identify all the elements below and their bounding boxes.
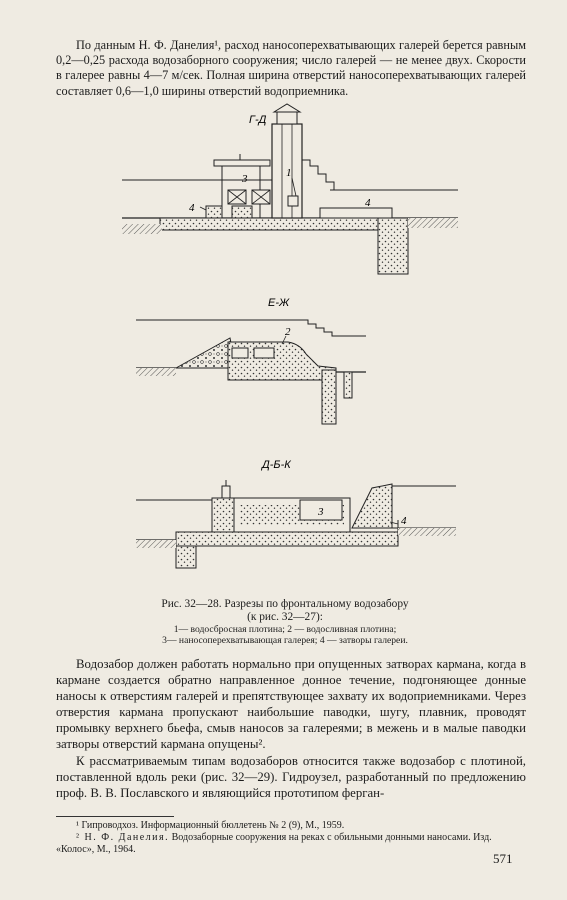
callout-3-dbk: 3 [318, 506, 324, 518]
section-gd-drawing [122, 104, 458, 274]
section-dbk-drawing [136, 480, 456, 568]
footnote-1: ¹ Гипроводхоз. Информационный бюллетень № 2 (9), М., 1959. [76, 820, 345, 831]
callout-4-dbk: 4 [401, 515, 407, 527]
paragraph-body [56, 657, 526, 802]
footnote-divider [56, 816, 174, 817]
callout-4-gd-left: 4 [189, 202, 195, 214]
section-dbk-label: Д-Б-К [262, 459, 291, 471]
callout-3-gd: 3 [242, 173, 248, 185]
footnote-2-text: Водозаборные сооружения на реках с обильными донными наносами. Изд. «Колос», М., 1964. [56, 832, 492, 855]
paragraph-text: Водозабор должен работать нормально при опущенных затворах кармана, когда в кармане создается обратно направленное донное течение, подгоняющее донные наносы к отверстиям галерей и препятствующее захвату их водоприемниками. Через отверстия кармана пропускают наибольшие паводки, шугу, плавник, проводят промывку верхнего бьефа, смыв наносов за галереями; в межень и в малые паводки затворы отверстий кармана опущены². [56, 657, 526, 751]
caption-legend-line-1: 1— водосбросная плотина; 2 — водосливная плотина; [173, 623, 397, 635]
section-ezh-label: Е-Ж [268, 297, 290, 309]
callout-4-gd-right: 4 [365, 197, 371, 209]
footnotes [56, 820, 526, 856]
footnote-2 [56, 832, 526, 856]
callout-2-ezh: 2 [285, 326, 291, 338]
caption-legend-line-2: 3— наносоперехватывающая галерея; 4 — затворы галереи. [162, 634, 408, 646]
caption-title: Рис. 32—28. Разрезы по фронтальному водозабору [161, 598, 409, 610]
section-gd-label: Г-Д [249, 114, 267, 126]
page-number: 571 [493, 851, 513, 866]
footnote-2-author: ² Н. Ф. Данелия. [76, 832, 170, 843]
paragraph-text: К рассматриваемым типам водозаборов относится также водозабор с плотиной, поставленной вдоль реки (рис. 32—29). Гидроузел, разработанный по предложению проф. В. В. Пославского и являющийся прототипом ферган- [56, 754, 526, 801]
section-ezh-drawing [136, 320, 366, 424]
figure-caption [100, 598, 470, 646]
callout-1-gd: 1 [286, 167, 292, 179]
caption-subtitle: (к рис. 32—27): [247, 610, 323, 623]
paragraph-text: По данным Н. Ф. Данелия¹, расход наносоперехватывающих галерей берется равным 0,2—0,25 расхода водозаборного сооружения; число галерей — не менее двух. Скорости в галерее равны 4—7 м/сек. Полная ширина отверстий наносоперехватывающих галерей составляет 0,6—1,0 ширины отверстий водоприемника. [56, 38, 526, 98]
